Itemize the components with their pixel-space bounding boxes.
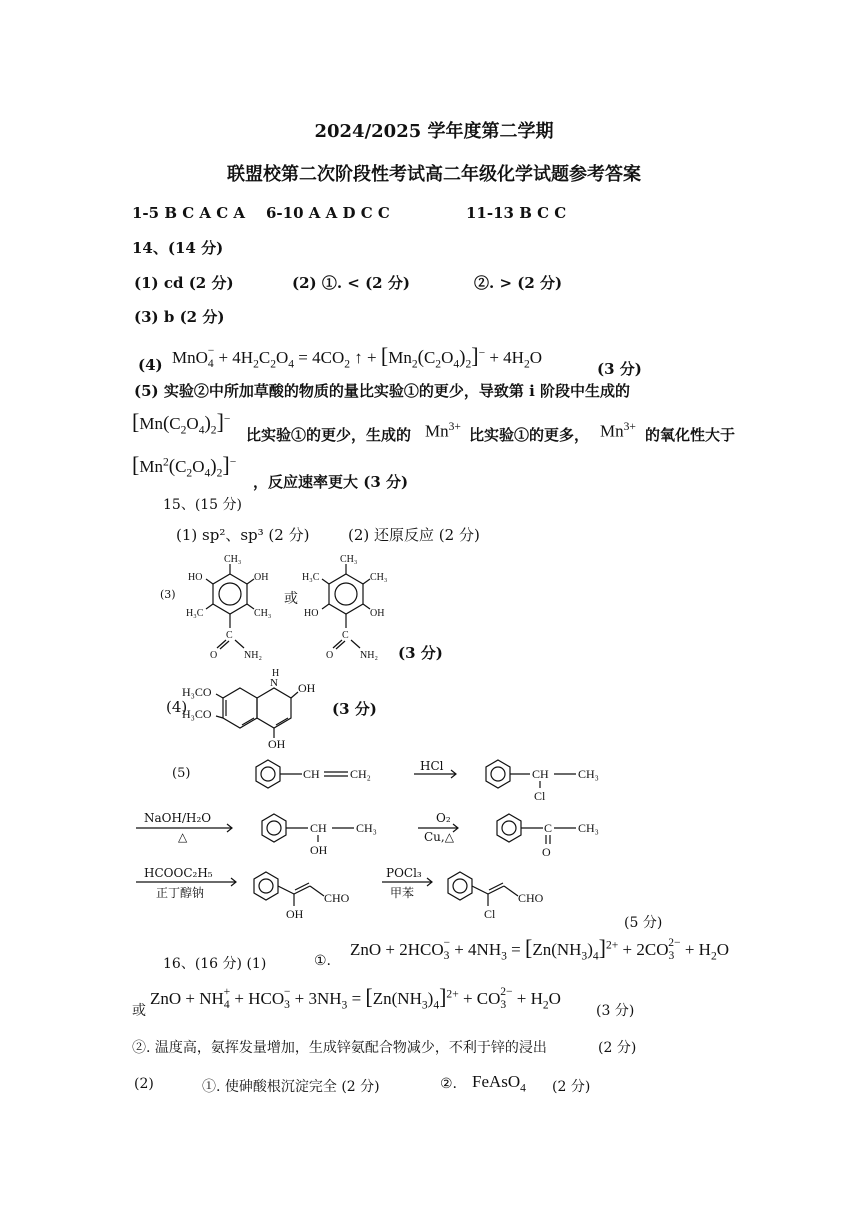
q15-part5-label: (5)	[172, 766, 191, 781]
q15-part3-label: (3)	[160, 588, 176, 601]
q14-formula-mn3-1: $Mn^{3+}$	[425, 420, 461, 441]
svg-text:H: H	[272, 668, 280, 679]
svg-text:O: O	[542, 845, 551, 859]
route-step2-condition-bottom: △	[178, 830, 188, 844]
route-step2-condition-top: NaOH/H₂O	[144, 811, 212, 825]
q14-part5-line2a: 比实验①的更少，生成的	[246, 426, 412, 444]
q14-formula-mn2c2o4-2: $[Mn^2(C_2O_4)_2]^-$	[132, 452, 237, 480]
svg-text:Cl: Cl	[534, 789, 546, 803]
q14-part2a: (2) ①. < (2 分)	[292, 274, 410, 292]
svg-text:OH: OH	[254, 572, 269, 583]
q15-part3-score: (3 分)	[398, 644, 443, 662]
q15-heading: 15、(15 分)	[163, 497, 243, 513]
q14-equation: $MnO_4^- + 4H_2C_2O_4 = 4CO_2$ ↑ + $[Mn_2(C_2O_4)_2]^- + 4H_2O$	[172, 343, 543, 371]
structure-amide-1	[180, 552, 290, 662]
q16-or: 或	[132, 1003, 146, 1019]
svg-text:CH₃: CH₃	[340, 554, 358, 565]
q16-part1b: ②. 温度高，氨挥发量增加，生成锌氨配合物减少，不利于锌的浸出	[132, 1040, 547, 1056]
q15-part4-label: (4)	[166, 698, 188, 716]
q15-part4-score: (3 分)	[332, 700, 377, 718]
svg-text:H₃CO: H₃CO	[182, 685, 212, 699]
svg-text:N: N	[270, 677, 278, 689]
doc-title-line1: 2024/2025 学年度第二学期	[314, 121, 554, 142]
svg-text:OH: OH	[268, 737, 286, 750]
svg-text:O: O	[326, 650, 334, 661]
svg-text:CH₃: CH₃	[578, 821, 599, 835]
svg-text:H₃C: H₃C	[186, 608, 204, 619]
choice-group-1: 1-5 B C A C A	[132, 204, 246, 222]
svg-text:OH: OH	[298, 681, 316, 695]
q16-part2b-score: (2 分)	[552, 1079, 591, 1095]
q16-part2-label: (2)	[134, 1076, 154, 1092]
q15-part3-or: 或	[284, 591, 298, 607]
q14-formula-mn2c2o4-1: $[Mn(C_2O_4)_2]^-$	[132, 409, 231, 437]
q15-part5-score: (5 分)	[624, 915, 663, 931]
svg-text:OH: OH	[310, 843, 328, 857]
route-step3-condition-bottom: Cu,△	[424, 830, 454, 844]
q16-heading: 16、(16 分) (1)	[163, 956, 267, 972]
structure-quinoline	[180, 668, 330, 750]
q14-part4-label: (4)	[138, 356, 163, 374]
q16-formula-feaso4: FeAsO$_4$	[472, 1072, 526, 1095]
doc-title-line2: 联盟校第二次阶段性考试高二年级化学试题参考答案	[227, 164, 641, 185]
q14-part2b: ②. > (2 分)	[474, 274, 563, 292]
q15-part1: (1) sp²、sp³ (2 分)	[176, 526, 310, 544]
svg-text:CH₃: CH₃	[370, 572, 388, 583]
svg-text:H₃C: H₃C	[302, 572, 320, 583]
q16-equation-1: ZnO + $2HCO_3^- + 4NH_3 = [Zn(NH_3)_4]^{2+} + 2CO_3^{2-} + H_2O$	[350, 935, 729, 963]
svg-text:O: O	[210, 650, 218, 661]
svg-text:C: C	[226, 630, 233, 641]
q16-part2a: ①. 使砷酸根沉淀完全 (2 分)	[202, 1079, 380, 1095]
q14-part5-line2b: 比实验①的更多，	[469, 426, 590, 444]
svg-text:CH: CH	[310, 821, 327, 835]
route-step4-condition-top: HCOOC₂H₅	[144, 866, 213, 880]
svg-text:CHO: CHO	[324, 891, 350, 905]
svg-text:Cl: Cl	[484, 907, 496, 921]
route-step5-condition-bottom: 甲苯	[390, 886, 415, 900]
q16-circle-1: ①.	[314, 953, 332, 969]
q14-part1: (1) cd (2 分)	[134, 274, 234, 292]
svg-text:NH₂: NH₂	[244, 650, 262, 661]
q14-part3: (3) b (2 分)	[134, 308, 225, 326]
route-step4-condition-bottom: 正丁醇钠	[156, 886, 205, 900]
q14-part4-score: (3 分)	[597, 360, 642, 378]
svg-text:CH₃: CH₃	[356, 821, 377, 835]
choice-group-2: 6-10 A A D C C	[266, 204, 390, 222]
q16-part1b-score: (2 分)	[598, 1040, 637, 1056]
q15-part2: (2) 还原反应 (2 分)	[348, 526, 480, 544]
q14-part5-line1: (5) 实验②中所加草酸的物质的量比实验①的更少，导致第 i 阶段中生成的	[134, 382, 630, 400]
svg-text:CH: CH	[303, 767, 320, 781]
svg-text:CH: CH	[532, 767, 549, 781]
svg-text:CH₂: CH₂	[350, 767, 371, 781]
svg-text:NH₂: NH₂	[360, 650, 378, 661]
route-step5-condition-top: POCl₃	[386, 866, 422, 880]
svg-text:CH₃: CH₃	[224, 554, 242, 565]
route-step1-condition: HCl	[420, 759, 444, 773]
svg-text:CHO: CHO	[518, 891, 544, 905]
svg-text:HO: HO	[304, 608, 319, 619]
q14-part5-line3: ，反应速率更大 (3 分)	[253, 473, 409, 491]
q16-equation-2: ZnO + $NH_4^+ + HCO_3^- + 3NH_3 = [Zn(NH_3)_4]^{2+} + CO_3^{2-} + H_2O$	[150, 984, 561, 1012]
q14-part5-line2c: 的氧化性大于	[645, 426, 736, 444]
q14-heading: 14、(14 分)	[132, 239, 224, 257]
svg-text:CH₃: CH₃	[578, 767, 599, 781]
svg-text:H₃CO: H₃CO	[182, 707, 212, 721]
structure-amide-2	[296, 552, 406, 662]
svg-text:C: C	[342, 630, 349, 641]
svg-text:OH: OH	[286, 907, 304, 921]
route-step3-condition-top: O₂	[436, 811, 451, 825]
svg-text:OH: OH	[370, 608, 385, 619]
q16-part2b: ②.	[440, 1076, 458, 1092]
svg-text:HO: HO	[188, 572, 203, 583]
choice-group-3: 11-13 B C C	[466, 204, 567, 222]
svg-text:CH₃: CH₃	[254, 608, 272, 619]
q16-part1-score: (3 分)	[596, 1003, 635, 1019]
q14-formula-mn3-2: $Mn^{3+}$	[600, 420, 636, 441]
svg-text:C: C	[544, 821, 553, 835]
